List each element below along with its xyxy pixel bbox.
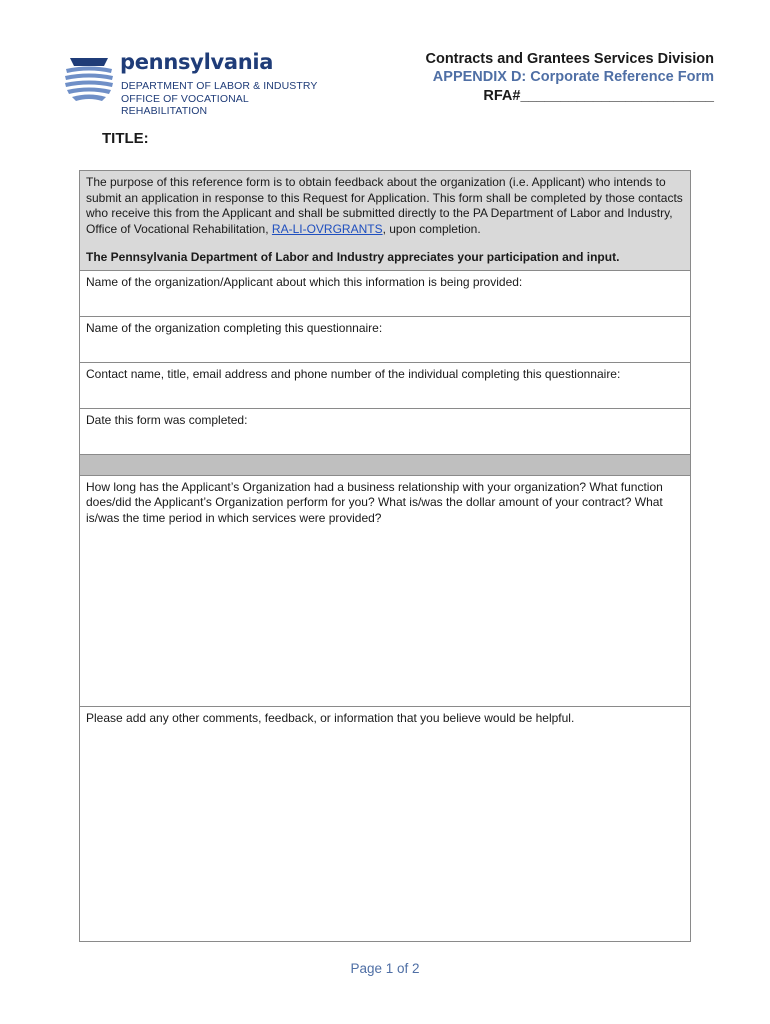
comments-field[interactable] bbox=[80, 706, 691, 941]
email-link[interactable]: RA-LI-OVRGRANTS bbox=[271, 221, 383, 236]
page-number: Page 1 of 2 bbox=[350, 961, 420, 976]
section-divider bbox=[80, 454, 691, 475]
logo-name: pennsylvania bbox=[120, 50, 274, 74]
intro-paragraph bbox=[86, 175, 684, 237]
rfa-field[interactable]: RFA#________________________ bbox=[483, 88, 714, 104]
contact-info-label: Contact name, title, email address and phone number of the individual completing this questionnaire: bbox=[86, 366, 621, 381]
date-completed-field[interactable] bbox=[80, 408, 691, 454]
organization-completing-field[interactable] bbox=[80, 316, 691, 362]
intro-text-end: , upon completion. bbox=[382, 221, 481, 236]
intro-text: The purpose of this reference form is to obtain feedback about the organization (i.e. Applicant) who intends to submit an application in response to this Request for Application. This form shall be completed by those contacts who receive this from the Applicant and shall be submitted directly to the PA Department of Labor and Industry, Office of Vocational Rehabilitation, bbox=[86, 175, 683, 236]
organization-applicant-label: Name of the organization/Applicant about which this information is being provided: bbox=[86, 274, 523, 289]
keystone-logo-icon bbox=[62, 54, 116, 104]
division-title: Contracts and Grantees Services Division bbox=[425, 51, 714, 67]
title-label: TITLE: bbox=[102, 130, 149, 147]
date-completed-label: Date this form was completed: bbox=[86, 412, 248, 427]
document-header bbox=[426, 50, 715, 106]
organization-completing-label: Name of the organization completing this questionnaire: bbox=[86, 320, 383, 335]
contact-info-field[interactable] bbox=[80, 362, 691, 408]
organization-applicant-field[interactable] bbox=[80, 270, 691, 316]
reference-form-table bbox=[79, 170, 691, 942]
relationship-question-label: How long has the Applicant’s Organization had a business relationship with your organization? What function does/did the Applicant’s Organization perform for you? What is/was the dollar amount of your contract? What is/was the time period in which services were provided? bbox=[86, 479, 663, 525]
pa-logo bbox=[62, 50, 322, 117]
appreciation-text: The Pennsylvania Department of Labor and Industry appreciates your participation and input. bbox=[86, 250, 620, 264]
appendix-title: APPENDIX D: Corporate Reference Form bbox=[432, 69, 714, 85]
logo-office: OFFICE OF VOCATIONAL REHABILITATION bbox=[121, 93, 249, 117]
relationship-question-field[interactable] bbox=[80, 475, 691, 706]
comments-label: Please add any other comments, feedback, or information that you believe would be helpful. bbox=[86, 710, 575, 725]
intro-cell bbox=[80, 171, 691, 271]
logo-department: DEPARTMENT OF LABOR & INDUSTRY bbox=[121, 80, 318, 92]
